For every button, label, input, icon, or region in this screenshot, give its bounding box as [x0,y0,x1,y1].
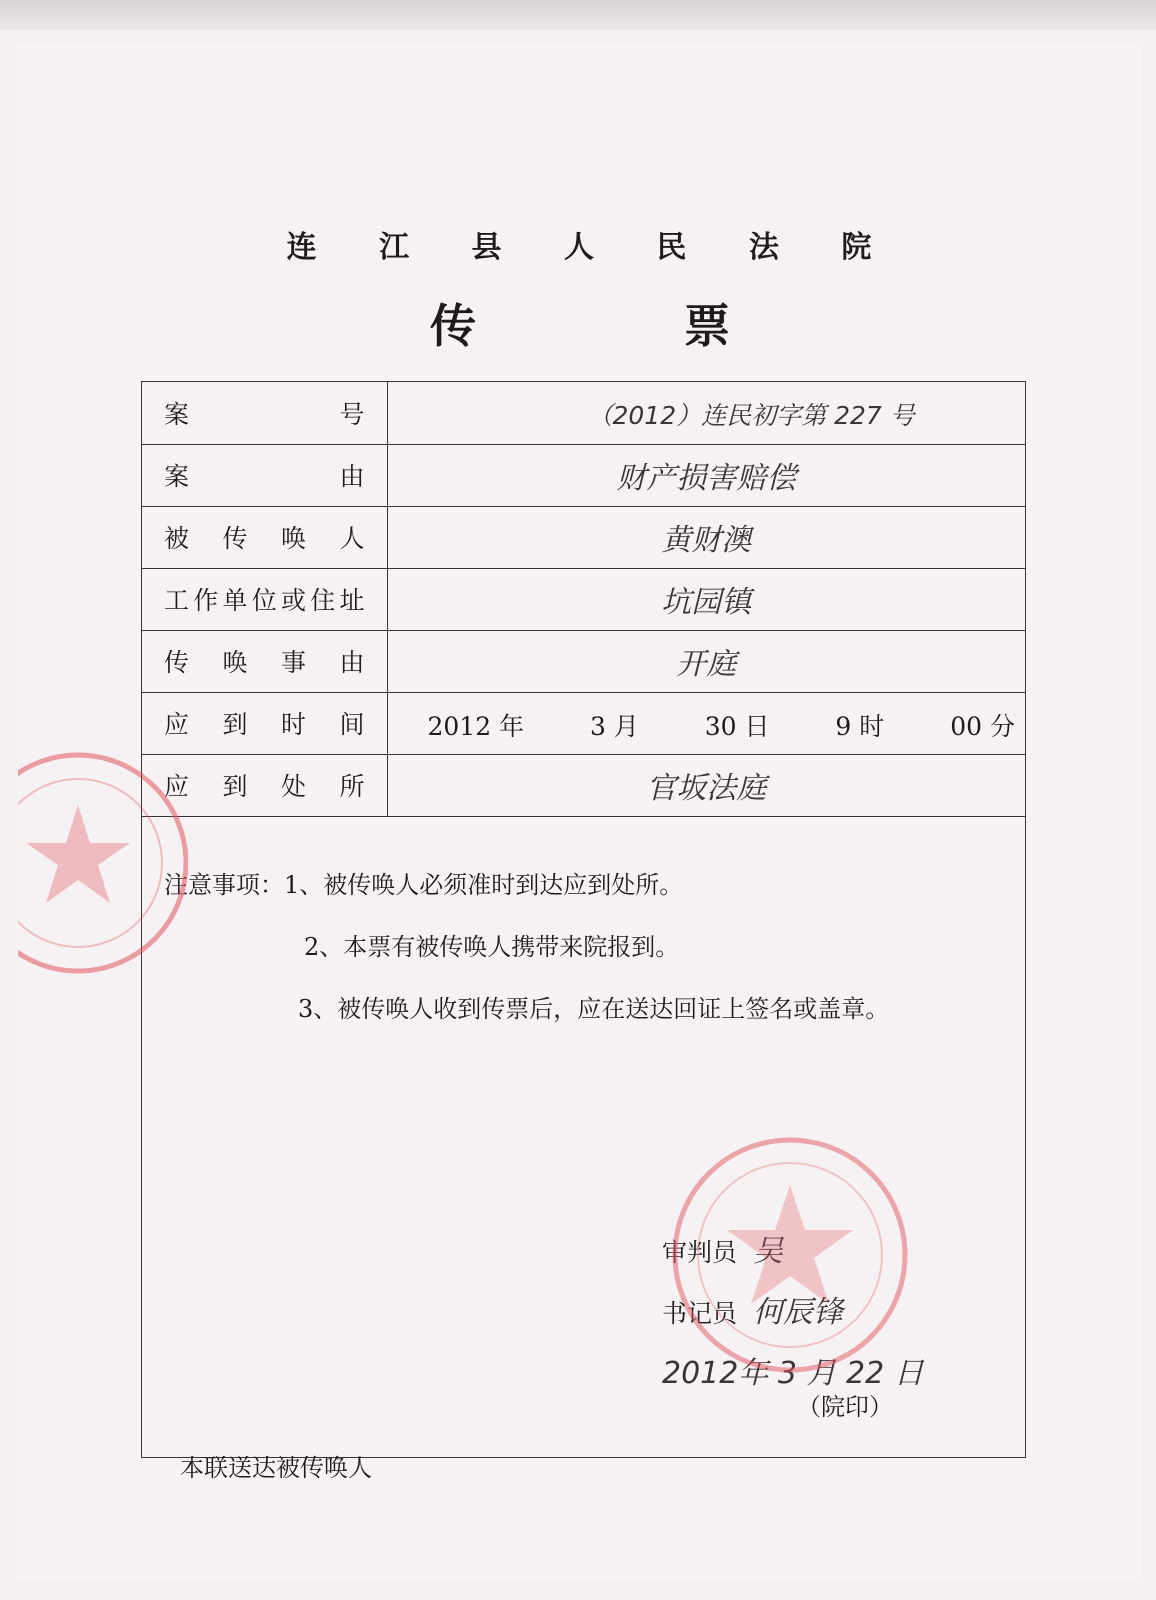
judge-row [662,1222,924,1283]
appear-hour: 9 时 [835,711,885,741]
footer-note: 本联送达被传唤人 [180,1454,372,1482]
address-value: 坑园镇 [661,585,752,620]
summons-reason-label: 传 唤 事 由 [164,648,365,677]
clerk-signature: 何辰锋 [753,1295,844,1330]
appear-month: 3 月 [589,711,639,741]
summoned-person-label: 被 传 唤 人 [164,524,365,553]
case-number-value: （2012）连民初字第 227 号 [587,401,915,430]
row-summoned-person [142,506,1025,568]
issue-date: 2012年 3 月 22 日 [662,1356,924,1391]
row-case-cause [142,444,1025,506]
judge-signature: 吴 [753,1234,784,1269]
case-cause-label: 案 由 [164,462,365,491]
summons-form [141,381,1026,1458]
appear-place-value: 官坂法庭 [646,771,767,806]
note-1: 注意事项：1、被传唤人必须准时到达应到处所。 [164,871,684,899]
appear-place-label: 应 到 处 所 [164,772,365,801]
row-address [142,568,1025,630]
judge-label: 审判员 [662,1238,738,1267]
address-label: 工作单位或住址 [164,586,365,615]
row-case-number [142,382,1025,444]
appear-day: 30 日 [704,711,770,741]
court-name: 连 江 县 人 民 法 院 [286,230,898,265]
signature-block [662,1222,924,1404]
clerk-label: 书记员 [662,1299,738,1328]
case-number-label: 案 号 [164,399,365,429]
notes [164,854,889,1040]
note-2: 2、本票有被传唤人携带来院报到。 [304,933,680,961]
summons-reason-value: 开庭 [676,647,737,682]
row-appear-place [142,754,1025,816]
summoned-person-value: 黄财澳 [661,523,752,558]
clerk-row [662,1283,924,1344]
note-3: 3、被传唤人收到传票后，应在送达回证上签名或盖章。 [298,995,890,1023]
appear-time-label: 应 到 时 间 [164,710,365,739]
case-cause-value: 财产损害赔偿 [616,461,797,496]
summons-table [142,382,1025,817]
row-appear-time [142,692,1025,754]
appear-minute: 00 分 [950,711,1015,741]
appear-time-value [428,707,1016,743]
scan-edge [0,0,1156,30]
seal-note: （院印） [797,1393,893,1421]
document-title: 传 票 [429,299,826,353]
appear-year: 2012 年 [427,711,525,741]
row-summons-reason [142,630,1025,692]
